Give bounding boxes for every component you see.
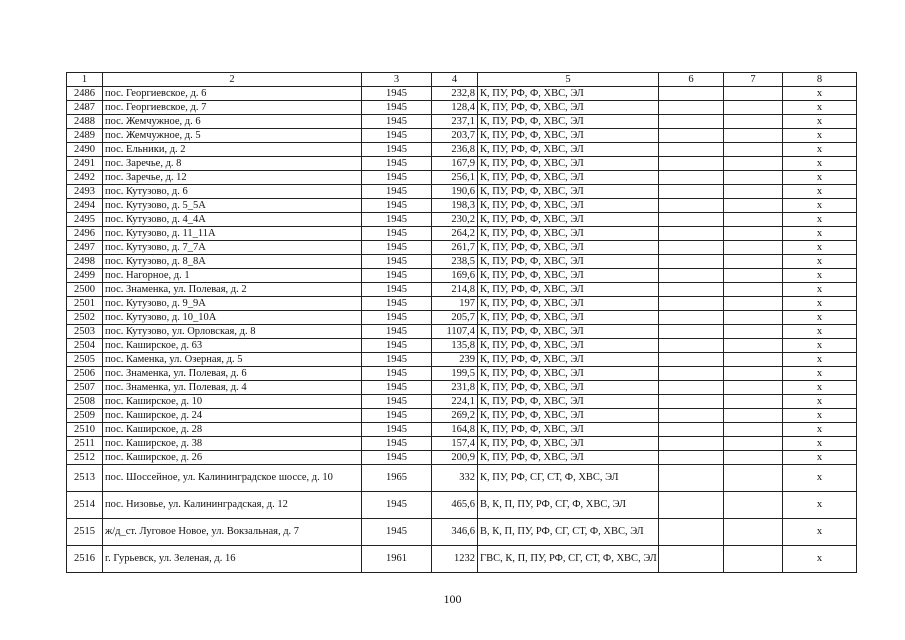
area-cell: 224,1: [432, 395, 478, 409]
column-header: 7: [724, 73, 783, 87]
column-6-cell: [659, 227, 724, 241]
row-number-cell: 2510: [67, 423, 103, 437]
row-number-cell: 2500: [67, 283, 103, 297]
column-8-cell: х: [783, 451, 857, 465]
area-cell: 261,7: [432, 241, 478, 255]
area-cell: 197: [432, 297, 478, 311]
systems-cell: В, К, П, ПУ, РФ, СГ, СТ, Ф, ХВС, ЭЛ: [478, 519, 659, 546]
systems-cell: К, ПУ, РФ, Ф, ХВС, ЭЛ: [478, 283, 659, 297]
column-8-cell: х: [783, 339, 857, 353]
column-8-cell: х: [783, 353, 857, 367]
column-8-cell: х: [783, 143, 857, 157]
column-6-cell: [659, 423, 724, 437]
column-8-cell: х: [783, 213, 857, 227]
year-cell: 1945: [362, 339, 432, 353]
year-cell: 1945: [362, 185, 432, 199]
column-7-cell: [724, 381, 783, 395]
address-cell: пос. Ельники, д. 2: [103, 143, 362, 157]
systems-cell: К, ПУ, РФ, Ф, ХВС, ЭЛ: [478, 339, 659, 353]
systems-cell: К, ПУ, РФ, Ф, ХВС, ЭЛ: [478, 213, 659, 227]
systems-cell: К, ПУ, РФ, Ф, ХВС, ЭЛ: [478, 423, 659, 437]
year-cell: 1945: [362, 227, 432, 241]
year-cell: 1945: [362, 381, 432, 395]
row-number-cell: 2514: [67, 492, 103, 519]
column-8-cell: х: [783, 423, 857, 437]
systems-cell: К, ПУ, РФ, Ф, ХВС, ЭЛ: [478, 185, 659, 199]
column-8-cell: х: [783, 129, 857, 143]
column-8-cell: х: [783, 492, 857, 519]
systems-cell: К, ПУ, РФ, Ф, ХВС, ЭЛ: [478, 241, 659, 255]
year-cell: 1945: [362, 157, 432, 171]
table-row: [67, 101, 857, 115]
row-number-cell: 2496: [67, 227, 103, 241]
table-row: [67, 199, 857, 213]
column-header: 5: [478, 73, 659, 87]
column-7-cell: [724, 546, 783, 573]
column-6-cell: [659, 87, 724, 101]
column-8-cell: х: [783, 297, 857, 311]
column-7-cell: [724, 227, 783, 241]
area-cell: 231,8: [432, 381, 478, 395]
column-7-cell: [724, 213, 783, 227]
address-cell: пос. Каширское, д. 28: [103, 423, 362, 437]
column-7-cell: [724, 101, 783, 115]
address-cell: пос. Каширское, д. 26: [103, 451, 362, 465]
year-cell: 1945: [362, 101, 432, 115]
year-cell: 1945: [362, 367, 432, 381]
column-6-cell: [659, 101, 724, 115]
column-8-cell: х: [783, 171, 857, 185]
table-row: [67, 269, 857, 283]
column-header: 1: [67, 73, 103, 87]
column-8-cell: х: [783, 465, 857, 492]
area-cell: 264,2: [432, 227, 478, 241]
table-row: [67, 381, 857, 395]
area-cell: 238,5: [432, 255, 478, 269]
column-7-cell: [724, 367, 783, 381]
systems-cell: К, ПУ, РФ, СГ, СТ, Ф, ХВС, ЭЛ: [478, 465, 659, 492]
column-6-cell: [659, 353, 724, 367]
systems-cell: К, ПУ, РФ, Ф, ХВС, ЭЛ: [478, 199, 659, 213]
housing-table: [66, 72, 857, 573]
area-cell: 1107,4: [432, 325, 478, 339]
column-header: 8: [783, 73, 857, 87]
row-number-cell: 2511: [67, 437, 103, 451]
address-cell: пос. Кутузово, д. 6: [103, 185, 362, 199]
column-8-cell: х: [783, 546, 857, 573]
table-row: [67, 143, 857, 157]
address-cell: пос. Каширское, д. 38: [103, 437, 362, 451]
year-cell: 1961: [362, 546, 432, 573]
column-7-cell: [724, 339, 783, 353]
year-cell: 1945: [362, 492, 432, 519]
column-8-cell: х: [783, 437, 857, 451]
row-number-cell: 2499: [67, 269, 103, 283]
column-6-cell: [659, 143, 724, 157]
table-row: [67, 519, 857, 546]
column-7-cell: [724, 87, 783, 101]
systems-cell: К, ПУ, РФ, Ф, ХВС, ЭЛ: [478, 129, 659, 143]
systems-cell: К, ПУ, РФ, Ф, ХВС, ЭЛ: [478, 143, 659, 157]
year-cell: 1945: [362, 353, 432, 367]
systems-cell: ГВС, К, П, ПУ, РФ, СГ, СТ, Ф, ХВС, ЭЛ: [478, 546, 659, 573]
row-number-cell: 2498: [67, 255, 103, 269]
column-8-cell: х: [783, 157, 857, 171]
column-header: 6: [659, 73, 724, 87]
column-8-cell: х: [783, 255, 857, 269]
year-cell: 1945: [362, 325, 432, 339]
page-number: 100: [443, 592, 462, 606]
row-number-cell: 2493: [67, 185, 103, 199]
systems-cell: К, ПУ, РФ, Ф, ХВС, ЭЛ: [478, 171, 659, 185]
table-row: [67, 339, 857, 353]
area-cell: 237,1: [432, 115, 478, 129]
year-cell: 1945: [362, 451, 432, 465]
column-6-cell: [659, 437, 724, 451]
column-6-cell: [659, 283, 724, 297]
column-7-cell: [724, 143, 783, 157]
year-cell: 1945: [362, 87, 432, 101]
column-7-cell: [724, 241, 783, 255]
row-number-cell: 2492: [67, 171, 103, 185]
column-6-cell: [659, 213, 724, 227]
address-cell: пос. Кутузово, д. 11_11А: [103, 227, 362, 241]
year-cell: 1945: [362, 269, 432, 283]
column-6-cell: [659, 339, 724, 353]
column-7-cell: [724, 451, 783, 465]
address-cell: пос. Знаменка, ул. Полевая, д. 6: [103, 367, 362, 381]
table-row: [67, 255, 857, 269]
area-cell: 164,8: [432, 423, 478, 437]
row-number-cell: 2503: [67, 325, 103, 339]
row-number-cell: 2501: [67, 297, 103, 311]
column-8-cell: х: [783, 367, 857, 381]
address-cell: пос. Каширское, д. 24: [103, 409, 362, 423]
systems-cell: К, ПУ, РФ, Ф, ХВС, ЭЛ: [478, 157, 659, 171]
year-cell: 1965: [362, 465, 432, 492]
address-cell: пос. Кутузово, д. 5_5А: [103, 199, 362, 213]
column-8-cell: х: [783, 311, 857, 325]
table-row: [67, 87, 857, 101]
area-cell: 236,8: [432, 143, 478, 157]
column-6-cell: [659, 451, 724, 465]
table-row: [67, 325, 857, 339]
column-8-cell: х: [783, 325, 857, 339]
row-number-cell: 2502: [67, 311, 103, 325]
year-cell: 1945: [362, 255, 432, 269]
year-cell: 1945: [362, 423, 432, 437]
table-body: [67, 87, 857, 573]
column-7-cell: [724, 325, 783, 339]
column-header: 4: [432, 73, 478, 87]
table-row: [67, 171, 857, 185]
address-cell: пос. Георгиевское, д. 6: [103, 87, 362, 101]
address-cell: пос. Жемчужное, д. 6: [103, 115, 362, 129]
column-8-cell: х: [783, 185, 857, 199]
area-cell: 346,6: [432, 519, 478, 546]
address-cell: пос. Знаменка, ул. Полевая, д. 2: [103, 283, 362, 297]
row-number-cell: 2490: [67, 143, 103, 157]
table-row: [67, 395, 857, 409]
column-8-cell: х: [783, 101, 857, 115]
column-7-cell: [724, 311, 783, 325]
table-row: [67, 157, 857, 171]
table-row: [67, 297, 857, 311]
systems-cell: К, ПУ, РФ, Ф, ХВС, ЭЛ: [478, 297, 659, 311]
column-8-cell: х: [783, 227, 857, 241]
table-row: [67, 283, 857, 297]
column-7-cell: [724, 199, 783, 213]
column-6-cell: [659, 367, 724, 381]
table-row: [67, 492, 857, 519]
systems-cell: К, ПУ, РФ, Ф, ХВС, ЭЛ: [478, 269, 659, 283]
address-cell: пос. Знаменка, ул. Полевая, д. 4: [103, 381, 362, 395]
column-6-cell: [659, 519, 724, 546]
column-6-cell: [659, 325, 724, 339]
column-7-cell: [724, 115, 783, 129]
year-cell: 1945: [362, 115, 432, 129]
address-cell: пос. Кутузово, д. 9_9А: [103, 297, 362, 311]
year-cell: 1945: [362, 519, 432, 546]
table-row: [67, 437, 857, 451]
column-6-cell: [659, 395, 724, 409]
area-cell: 465,6: [432, 492, 478, 519]
column-6-cell: [659, 492, 724, 519]
area-cell: 190,6: [432, 185, 478, 199]
row-number-cell: 2488: [67, 115, 103, 129]
table-row: [67, 185, 857, 199]
table-row: [67, 213, 857, 227]
row-number-cell: 2491: [67, 157, 103, 171]
column-7-cell: [724, 353, 783, 367]
column-6-cell: [659, 115, 724, 129]
column-7-cell: [724, 157, 783, 171]
header-row: [67, 73, 857, 87]
column-6-cell: [659, 269, 724, 283]
table-row: [67, 311, 857, 325]
systems-cell: К, ПУ, РФ, Ф, ХВС, ЭЛ: [478, 325, 659, 339]
column-6-cell: [659, 199, 724, 213]
column-8-cell: х: [783, 115, 857, 129]
address-cell: пос. Георгиевское, д. 7: [103, 101, 362, 115]
column-header: 2: [103, 73, 362, 87]
address-cell: пос. Каменка, ул. Озерная, д. 5: [103, 353, 362, 367]
area-cell: 128,4: [432, 101, 478, 115]
table-row: [67, 227, 857, 241]
area-cell: 214,8: [432, 283, 478, 297]
row-number-cell: 2494: [67, 199, 103, 213]
year-cell: 1945: [362, 171, 432, 185]
address-cell: пос. Каширское, д. 10: [103, 395, 362, 409]
table-row: [67, 353, 857, 367]
systems-cell: В, К, П, ПУ, РФ, СГ, Ф, ХВС, ЭЛ: [478, 492, 659, 519]
column-8-cell: х: [783, 87, 857, 101]
table-row: [67, 115, 857, 129]
year-cell: 1945: [362, 437, 432, 451]
area-cell: 256,1: [432, 171, 478, 185]
address-cell: пос. Заречье, д. 8: [103, 157, 362, 171]
address-cell: пос. Кутузово, д. 4_4А: [103, 213, 362, 227]
address-cell: пос. Кутузово, ул. Орловская, д. 8: [103, 325, 362, 339]
area-cell: 157,4: [432, 437, 478, 451]
row-number-cell: 2512: [67, 451, 103, 465]
area-cell: 232,8: [432, 87, 478, 101]
systems-cell: К, ПУ, РФ, Ф, ХВС, ЭЛ: [478, 87, 659, 101]
column-8-cell: х: [783, 409, 857, 423]
table-row: [67, 409, 857, 423]
row-number-cell: 2509: [67, 409, 103, 423]
area-cell: 200,9: [432, 451, 478, 465]
systems-cell: К, ПУ, РФ, Ф, ХВС, ЭЛ: [478, 353, 659, 367]
year-cell: 1945: [362, 213, 432, 227]
area-cell: 230,2: [432, 213, 478, 227]
systems-cell: К, ПУ, РФ, Ф, ХВС, ЭЛ: [478, 395, 659, 409]
column-header: 3: [362, 73, 432, 87]
row-number-cell: 2506: [67, 367, 103, 381]
column-6-cell: [659, 546, 724, 573]
column-7-cell: [724, 465, 783, 492]
column-6-cell: [659, 241, 724, 255]
address-cell: г. Гурьевск, ул. Зеленая, д. 16: [103, 546, 362, 573]
systems-cell: К, ПУ, РФ, Ф, ХВС, ЭЛ: [478, 451, 659, 465]
systems-cell: К, ПУ, РФ, Ф, ХВС, ЭЛ: [478, 115, 659, 129]
column-7-cell: [724, 255, 783, 269]
systems-cell: К, ПУ, РФ, Ф, ХВС, ЭЛ: [478, 367, 659, 381]
year-cell: 1945: [362, 241, 432, 255]
table-row: [67, 465, 857, 492]
area-cell: 203,7: [432, 129, 478, 143]
area-cell: 169,6: [432, 269, 478, 283]
systems-cell: К, ПУ, РФ, Ф, ХВС, ЭЛ: [478, 227, 659, 241]
row-number-cell: 2504: [67, 339, 103, 353]
row-number-cell: 2486: [67, 87, 103, 101]
column-6-cell: [659, 157, 724, 171]
systems-cell: К, ПУ, РФ, Ф, ХВС, ЭЛ: [478, 409, 659, 423]
year-cell: 1945: [362, 199, 432, 213]
address-cell: пос. Кутузово, д. 7_7А: [103, 241, 362, 255]
address-cell: пос. Каширское, д. 63: [103, 339, 362, 353]
column-8-cell: х: [783, 395, 857, 409]
column-6-cell: [659, 311, 724, 325]
column-6-cell: [659, 185, 724, 199]
column-7-cell: [724, 423, 783, 437]
area-cell: 167,9: [432, 157, 478, 171]
address-cell: пос. Заречье, д. 12: [103, 171, 362, 185]
row-number-cell: 2489: [67, 129, 103, 143]
address-cell: пос. Жемчужное, д. 5: [103, 129, 362, 143]
table-row: [67, 367, 857, 381]
year-cell: 1945: [362, 143, 432, 157]
column-7-cell: [724, 409, 783, 423]
address-cell: пос. Шоссейное, ул. Калининградское шоссе, д. 10: [103, 465, 362, 492]
year-cell: 1945: [362, 283, 432, 297]
column-7-cell: [724, 171, 783, 185]
year-cell: 1945: [362, 409, 432, 423]
column-7-cell: [724, 129, 783, 143]
row-number-cell: 2516: [67, 546, 103, 573]
year-cell: 1945: [362, 129, 432, 143]
table-row: [67, 451, 857, 465]
row-number-cell: 2487: [67, 101, 103, 115]
column-8-cell: х: [783, 241, 857, 255]
address-cell: пос. Кутузово, д. 10_10А: [103, 311, 362, 325]
column-6-cell: [659, 129, 724, 143]
table-row: [67, 546, 857, 573]
systems-cell: К, ПУ, РФ, Ф, ХВС, ЭЛ: [478, 101, 659, 115]
area-cell: 332: [432, 465, 478, 492]
column-6-cell: [659, 409, 724, 423]
address-cell: пос. Нагорное, д. 1: [103, 269, 362, 283]
table-row: [67, 129, 857, 143]
column-7-cell: [724, 185, 783, 199]
column-7-cell: [724, 283, 783, 297]
column-7-cell: [724, 269, 783, 283]
row-number-cell: 2508: [67, 395, 103, 409]
year-cell: 1945: [362, 395, 432, 409]
column-6-cell: [659, 297, 724, 311]
area-cell: 269,2: [432, 409, 478, 423]
row-number-cell: 2497: [67, 241, 103, 255]
column-7-cell: [724, 437, 783, 451]
area-cell: 239: [432, 353, 478, 367]
row-number-cell: 2505: [67, 353, 103, 367]
area-cell: 1232: [432, 546, 478, 573]
row-number-cell: 2495: [67, 213, 103, 227]
column-7-cell: [724, 297, 783, 311]
area-cell: 199,5: [432, 367, 478, 381]
column-7-cell: [724, 519, 783, 546]
table-row: [67, 241, 857, 255]
address-cell: пос. Кутузово, д. 8_8А: [103, 255, 362, 269]
column-6-cell: [659, 465, 724, 492]
systems-cell: К, ПУ, РФ, Ф, ХВС, ЭЛ: [478, 381, 659, 395]
column-6-cell: [659, 381, 724, 395]
address-cell: ж/д_ст. Луговое Новое, ул. Вокзальная, д. 7: [103, 519, 362, 546]
systems-cell: К, ПУ, РФ, Ф, ХВС, ЭЛ: [478, 255, 659, 269]
area-cell: 198,3: [432, 199, 478, 213]
column-6-cell: [659, 255, 724, 269]
year-cell: 1945: [362, 297, 432, 311]
column-6-cell: [659, 171, 724, 185]
address-cell: пос. Низовье, ул. Калининградская, д. 12: [103, 492, 362, 519]
row-number-cell: 2515: [67, 519, 103, 546]
column-7-cell: [724, 395, 783, 409]
row-number-cell: 2513: [67, 465, 103, 492]
year-cell: 1945: [362, 311, 432, 325]
column-8-cell: х: [783, 519, 857, 546]
row-number-cell: 2507: [67, 381, 103, 395]
column-8-cell: х: [783, 199, 857, 213]
table-row: [67, 423, 857, 437]
column-8-cell: х: [783, 269, 857, 283]
column-8-cell: х: [783, 283, 857, 297]
systems-cell: К, ПУ, РФ, Ф, ХВС, ЭЛ: [478, 437, 659, 451]
systems-cell: К, ПУ, РФ, Ф, ХВС, ЭЛ: [478, 311, 659, 325]
column-8-cell: х: [783, 381, 857, 395]
area-cell: 205,7: [432, 311, 478, 325]
area-cell: 135,8: [432, 339, 478, 353]
column-7-cell: [724, 492, 783, 519]
